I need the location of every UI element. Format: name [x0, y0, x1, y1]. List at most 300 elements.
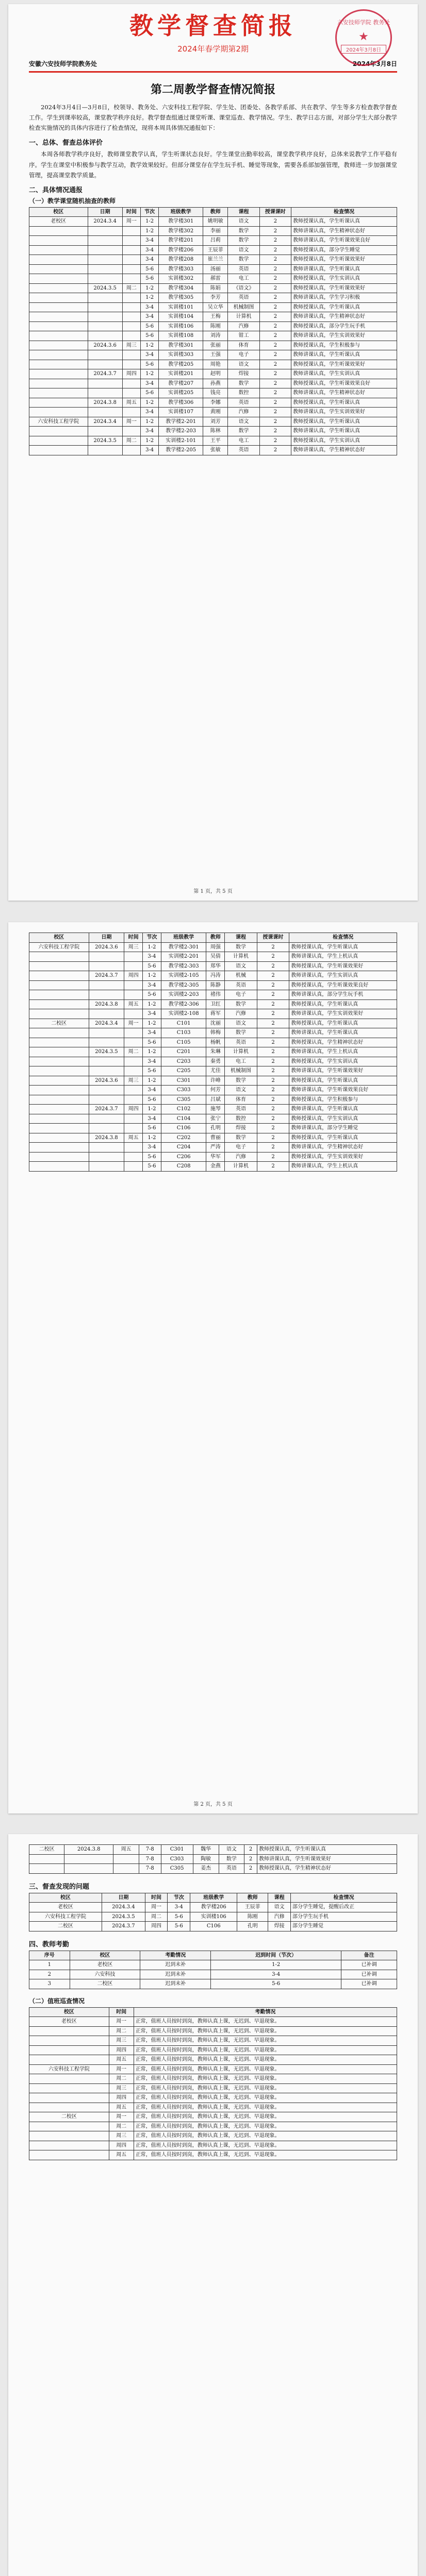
table-cell: 教师授课认真，学生听课认真: [291, 217, 397, 227]
table-cell: [88, 293, 122, 303]
table-row: [29, 1095, 397, 1105]
table-cell: 2: [257, 1133, 289, 1143]
table-cell: [88, 331, 122, 341]
table-cell: 计算机: [225, 952, 257, 962]
table-cell: 吕斌: [206, 1095, 225, 1105]
table-cell: [122, 302, 140, 312]
table-cell: 周四: [122, 369, 140, 379]
column-header: 授课课时: [257, 933, 289, 943]
table-cell: [29, 2141, 109, 2150]
table-cell: 汽修: [225, 1152, 257, 1162]
table-row: [29, 321, 397, 331]
table-cell: 2: [259, 427, 291, 436]
table-cell: 教师授课认真，学生听课认真: [289, 942, 397, 952]
table-cell: 2: [257, 1076, 289, 1086]
table-cell: 陈刚: [237, 1912, 268, 1922]
table-row: [29, 980, 397, 990]
table-cell: [29, 1133, 89, 1143]
table-cell: 秦勇: [206, 1057, 225, 1066]
table-cell: 周五: [122, 398, 140, 408]
table-cell: [88, 379, 122, 388]
table-cell: 教师授课认真，学生听课认真: [289, 1019, 397, 1028]
table-cell: 王梅: [203, 312, 228, 322]
table-cell: 吴倩: [206, 952, 225, 962]
table-row: [29, 417, 397, 427]
table-cell: [124, 961, 143, 971]
table-cell: 教师授课认真，学生实训认真: [291, 274, 397, 284]
table-cell: [89, 990, 124, 1000]
table-row: [29, 1162, 397, 1172]
table-cell: [29, 2131, 109, 2141]
table-cell: 教师讲课认真，学生听课认真: [291, 264, 397, 274]
table-cell: 5-6: [141, 264, 159, 274]
table-cell: 数学: [228, 236, 259, 246]
table-row: [29, 1960, 397, 1970]
table-cell: 迟到未补: [140, 1979, 211, 1989]
table-cell: 5-6: [168, 1922, 190, 1931]
table-cell: 2: [257, 1162, 289, 1172]
table-cell: 教师讲课认真，学生听课效果好: [289, 1066, 397, 1076]
table-cell: 2: [257, 990, 289, 1000]
table-cell: 教学楼301: [159, 341, 203, 350]
table-cell: [124, 990, 143, 1000]
table-cell: C201: [161, 1047, 206, 1057]
table-row: [29, 971, 397, 981]
table-cell: 3-4: [141, 446, 159, 455]
table-cell: 实训楼2-101: [159, 436, 203, 446]
table-cell: 金燕: [206, 1162, 225, 1172]
table-cell: 周二: [109, 2026, 134, 2036]
table-cell: [29, 1038, 89, 1047]
table-cell: 2024.3.8: [64, 1845, 113, 1855]
table-cell: 数学: [225, 1133, 257, 1143]
table-cell: 正常，值班人员按时到岗，教师认真上课，无迟到、早退现象。: [134, 2017, 397, 2027]
table-row: [29, 1114, 397, 1124]
table-cell: 教师讲课认真，学生学习积极: [291, 293, 397, 303]
table-cell: 英语: [225, 1105, 257, 1114]
table-cell: 1-2: [143, 942, 161, 952]
table-cell: 正常，值班人员按时到岗，教师认真上课，无迟到、早退现象。: [134, 2026, 397, 2036]
table-cell: C102: [161, 1105, 206, 1114]
table-row: [29, 1152, 397, 1162]
table-cell: 教师授课认真，学生实训认真: [289, 1114, 397, 1124]
table-row: [29, 360, 397, 369]
table-cell: 陈刚: [203, 321, 228, 331]
section-2-heading: 二、具体情况通报: [29, 186, 83, 194]
column-header: 校区: [29, 933, 89, 943]
table-row: [29, 1057, 397, 1066]
table-cell: [29, 255, 88, 265]
table-cell: 1-2: [143, 1076, 161, 1086]
table-cell: 2: [257, 1105, 289, 1114]
table-cell: [88, 408, 122, 417]
table-cell: [29, 1162, 89, 1172]
table-row: [29, 1903, 397, 1912]
page-2: [8, 922, 418, 1814]
table-cell: [29, 1114, 89, 1124]
table-row: [29, 427, 397, 436]
table-cell: 教学楼303: [159, 264, 203, 274]
table-cell: 实训楼107: [159, 408, 203, 417]
table-cell: 教师授课认真，学生听课效果好: [291, 255, 397, 265]
table-cell: 实训楼106: [190, 1912, 237, 1922]
table-cell: 2: [257, 1057, 289, 1066]
table-cell: 1-2: [143, 1105, 161, 1114]
table-cell: 2: [244, 1854, 257, 1864]
table-cell: [124, 1124, 143, 1133]
table-cell: 教师授课认真，学生听课认真: [289, 999, 397, 1009]
table-cell: 教师授课认真，部分学生玩手机: [291, 321, 397, 331]
table-cell: 5-6: [143, 1038, 161, 1047]
table-row: [29, 398, 397, 408]
table-cell: 教师讲课认真，学生听课认真: [289, 1028, 397, 1038]
table-cell: 《语文》: [228, 283, 259, 293]
table-cell: 杨帆: [206, 1038, 225, 1047]
table-cell: 语文: [228, 417, 259, 427]
table-cell: 1-2: [143, 971, 161, 981]
table-cell: 教师授课认真，学生听课效果好: [289, 961, 397, 971]
table-cell: 2: [257, 961, 289, 971]
table-cell: 数学: [228, 379, 259, 388]
table-cell: 2: [259, 283, 291, 293]
table-cell: 教师授课认真，学生听课认真: [291, 398, 397, 408]
table-cell: 7-8: [139, 1845, 161, 1855]
table-row: [29, 1845, 397, 1855]
table-cell: [29, 1143, 89, 1153]
table-cell: [29, 446, 88, 455]
table-cell: 周一: [109, 2064, 134, 2074]
table-row: [29, 952, 397, 962]
table-cell: 教学楼205: [159, 360, 203, 369]
table-cell: 实训楼108: [159, 331, 203, 341]
table-row: [29, 2017, 397, 2027]
table-cell: 周四: [124, 971, 143, 981]
table-cell: [29, 2055, 109, 2065]
table-cell: [122, 331, 140, 341]
table-cell: [124, 952, 143, 962]
table-cell: 刘芳: [203, 417, 228, 427]
official-seal: 六安技师学院 教务处 ★ 2024年3月8日: [335, 9, 392, 66]
table-cell: 教师讲课认真，学生听课认真: [291, 427, 397, 436]
table-cell: 语文: [228, 245, 259, 255]
table-cell: 2: [259, 446, 291, 455]
table-row: [29, 350, 397, 360]
table-cell: 教师授课认真，学生听课认真: [289, 1133, 397, 1143]
table-row: [29, 2122, 397, 2131]
table-cell: [29, 436, 88, 446]
table-cell: 周三: [124, 942, 143, 952]
table-cell: [29, 293, 88, 303]
column-header: 课程: [228, 207, 259, 217]
table-cell: [124, 1114, 143, 1124]
table-cell: 周五: [109, 2103, 134, 2112]
table-cell: C301: [161, 1845, 193, 1855]
table-cell: 孔明: [206, 1124, 225, 1133]
table-cell: 李丽: [203, 226, 228, 236]
table-cell: 2024.3.5: [89, 1047, 124, 1057]
table-cell: 3: [29, 1979, 70, 1989]
table-row: [29, 302, 397, 312]
table-cell: 教师讲课认真，学生听课效果良好: [289, 1086, 397, 1095]
table-cell: 已补调: [341, 1979, 397, 1989]
table-cell: 2024.3.4: [88, 417, 122, 427]
table-cell: 英语: [228, 293, 259, 303]
table-cell: 二校区: [29, 1845, 64, 1855]
table-cell: 教学楼306: [159, 398, 203, 408]
table-cell: 教师讲课认真，学生实训效果好: [289, 1009, 397, 1019]
table-cell: [124, 1143, 143, 1153]
table-cell: 老校区: [29, 2017, 109, 2027]
table-cell: [29, 2122, 109, 2131]
table-row: [29, 2064, 397, 2074]
column-header: 时间: [124, 933, 143, 943]
table-cell: [29, 331, 88, 341]
table-cell: 郝雷: [203, 274, 228, 284]
table-cell: [89, 1009, 124, 1019]
table-cell: 周三: [124, 1076, 143, 1086]
table-cell: 周一: [109, 2112, 134, 2122]
table-cell: 2024.3.5: [102, 1912, 145, 1922]
table-cell: 何芳: [206, 1086, 225, 1095]
table-cell: 教师授课认真，学生听课认真: [291, 417, 397, 427]
table-cell: 5-6: [211, 1979, 341, 1989]
table-cell: 二校区: [29, 1019, 89, 1028]
table-cell: C303: [161, 1086, 206, 1095]
table-cell: 数控: [225, 1114, 257, 1124]
table-cell: 周五: [109, 2150, 134, 2160]
table-cell: 赵明: [203, 369, 228, 379]
table-cell: 数学: [225, 999, 257, 1009]
table-cell: 教师授课认真，学生实训认真: [289, 1057, 397, 1066]
table-cell: 许峰: [206, 1076, 225, 1086]
table-cell: [88, 236, 122, 246]
table-cell: 钳工: [228, 331, 259, 341]
table-cell: 周一: [122, 417, 140, 427]
table-cell: [29, 990, 89, 1000]
table-cell: [88, 350, 122, 360]
table-cell: 教学楼208: [159, 255, 203, 265]
table-cell: 刘涛: [203, 331, 228, 341]
table-cell: [29, 302, 88, 312]
table-cell: [88, 255, 122, 265]
page-3: [8, 1834, 418, 2576]
table-cell: 2024.3.5: [88, 283, 122, 293]
table-row: [29, 2131, 397, 2141]
column-header: 检查情况: [290, 1893, 397, 1903]
table-cell: 1-2: [141, 341, 159, 350]
inspection-table-1: [29, 207, 397, 455]
table-cell: 3-4: [141, 302, 159, 312]
table-cell: 周二: [109, 2074, 134, 2084]
table-cell: 陈林: [203, 427, 228, 436]
table-row: [29, 255, 397, 265]
table-cell: 3-4: [143, 1009, 161, 1019]
table-cell: 2: [257, 1066, 289, 1076]
table-cell: 2024.3.4: [88, 217, 122, 227]
table-cell: 周二: [109, 2122, 134, 2131]
table-cell: 六安科技工程学院: [29, 2064, 109, 2074]
table-cell: [29, 952, 89, 962]
table-cell: 正常，值班人员按时到岗，教师认真上课，无迟到、早退现象。: [134, 2103, 397, 2112]
table-cell: 数学: [225, 1076, 257, 1086]
table-row: [29, 2045, 397, 2055]
table-cell: 2024.3.5: [88, 436, 122, 446]
table-cell: 5-6: [143, 1162, 161, 1172]
table-cell: 汽修: [225, 1009, 257, 1019]
table-cell: 2: [259, 350, 291, 360]
table-cell: C105: [161, 1038, 206, 1047]
table-cell: [29, 321, 88, 331]
table-cell: 2: [259, 302, 291, 312]
table-cell: 2: [257, 1028, 289, 1038]
table-row: [29, 961, 397, 971]
table-row: [29, 1864, 397, 1874]
table-cell: [29, 274, 88, 284]
section-2-subheading: （一）教学课堂随机抽查的教师: [29, 197, 116, 205]
table-cell: 1-2: [141, 417, 159, 427]
column-header: 教师: [203, 207, 228, 217]
table-cell: 5-6: [141, 388, 159, 398]
table-cell: 实训楼205: [159, 388, 203, 398]
table-cell: [29, 1095, 89, 1105]
table-cell: 1-2: [141, 226, 159, 236]
table-cell: 英语: [228, 264, 259, 274]
table-cell: 周二: [122, 283, 140, 293]
table-cell: 二校区: [29, 1922, 102, 1931]
table-cell: [124, 1095, 143, 1105]
table-cell: 正常，值班人员按时到岗，教师认真上课，无迟到、早退现象。: [134, 2131, 397, 2141]
table-cell: 周三: [109, 2083, 134, 2093]
table-cell: C203: [161, 1057, 206, 1066]
table-cell: 2: [244, 1864, 257, 1874]
table-cell: 迟到未补: [140, 1960, 211, 1970]
table-cell: [29, 236, 88, 246]
table-cell: 教师讲课认真，学生听课认真: [291, 350, 397, 360]
table-cell: 教师授课认真，学生听课认真: [291, 302, 397, 312]
table-cell: 2: [257, 1086, 289, 1095]
table-cell: 曹丽: [206, 1133, 225, 1143]
table-cell: [124, 1086, 143, 1095]
table-cell: 周四: [145, 1922, 168, 1931]
column-header: 校区: [29, 2007, 109, 2017]
table-cell: 3-4: [141, 255, 159, 265]
table-row: [29, 1854, 397, 1864]
org-row: [29, 59, 397, 68]
table-cell: 1-2: [143, 1133, 161, 1143]
table-row: [29, 990, 397, 1000]
table-cell: [88, 446, 122, 455]
table-cell: 2024.3.4: [89, 1019, 124, 1028]
table-cell: 2024.3.7: [102, 1922, 145, 1931]
table-cell: 5-6: [141, 274, 159, 284]
table-row: [29, 999, 397, 1009]
table-row: [29, 274, 397, 284]
table-cell: 迟到未补: [140, 1970, 211, 1979]
table-cell: [124, 1066, 143, 1076]
table-cell: [29, 1086, 89, 1095]
table-cell: 正常，值班人员按时到岗，教师认真上课，无迟到、早退现象。: [134, 2045, 397, 2055]
table-cell: 黄刚: [203, 408, 228, 417]
table-cell: 电工: [225, 1057, 257, 1066]
table-cell: 实训楼2-203: [161, 990, 206, 1000]
table-cell: [29, 379, 88, 388]
table-cell: 教学楼2-301: [161, 942, 206, 952]
table-cell: [29, 245, 88, 255]
table-cell: C106: [190, 1922, 237, 1931]
table-cell: 2024.3.7: [89, 1105, 124, 1114]
attendance-table: [29, 1951, 397, 1989]
table-cell: 六安科技工程学院: [29, 417, 88, 427]
table-cell: [88, 321, 122, 331]
table-cell: [124, 1152, 143, 1162]
table-cell: 电子: [225, 990, 257, 1000]
table-row: [29, 369, 397, 379]
table-cell: 周强: [206, 942, 225, 952]
issue-date: 2024年3月8日: [352, 60, 397, 67]
table-cell: 机械制图: [228, 302, 259, 312]
table-cell: 教师讲课认真，学生精神状态好: [291, 312, 397, 322]
table-cell: 2024.3.7: [88, 369, 122, 379]
table-cell: 2: [257, 1019, 289, 1028]
table-row: [29, 1105, 397, 1114]
table-cell: [29, 980, 89, 990]
table-cell: 教师授课认真，学生听课效果好: [291, 283, 397, 293]
table-cell: [88, 302, 122, 312]
table-cell: C204: [161, 1143, 206, 1153]
table-cell: 数学: [225, 1028, 257, 1038]
table-cell: 2: [257, 1152, 289, 1162]
table-cell: 孙燕: [203, 379, 228, 388]
table-cell: 语文: [228, 360, 259, 369]
table-cell: 教师讲课认真，学生精神状态好: [291, 388, 397, 398]
table-cell: 正常，值班人员按时到岗，教师认真上课，无迟到、早退现象。: [134, 2083, 397, 2093]
table-cell: 5-6: [143, 1095, 161, 1105]
table-row: [29, 2103, 397, 2112]
table-cell: [29, 427, 88, 436]
table-row: [29, 245, 397, 255]
table-cell: 教师讲课认真，学生实训认真: [289, 971, 397, 981]
table-cell: [122, 321, 140, 331]
table-cell: 汽修: [228, 321, 259, 331]
table-cell: 焊接: [228, 369, 259, 379]
table-cell: 2: [259, 379, 291, 388]
table-row: [29, 2150, 397, 2160]
table-cell: 7-8: [139, 1864, 161, 1874]
table-cell: 5-6: [143, 961, 161, 971]
table-cell: 2024.3.6: [89, 942, 124, 952]
table-cell: 周二: [145, 1912, 168, 1922]
table-cell: 3-4: [141, 236, 159, 246]
table-cell: 部分学生睡觉，提醒后改正: [290, 1903, 397, 1912]
table-cell: 计算机: [228, 312, 259, 322]
table-cell: 语文: [268, 1903, 291, 1912]
column-header: 时间: [109, 2007, 134, 2017]
table-cell: [29, 341, 88, 350]
table-row: [29, 408, 397, 417]
table-row: [29, 293, 397, 303]
column-header: 时间: [122, 207, 140, 217]
table-cell: 5-6: [143, 1124, 161, 1133]
red-divider: [29, 71, 397, 73]
table-cell: 六安科技: [70, 1970, 140, 1979]
column-header: 日期: [88, 207, 122, 217]
table-cell: C305: [161, 1864, 193, 1874]
doc-title: 第二周教学督查情况简报: [150, 83, 275, 96]
table-row: [29, 1970, 397, 1979]
table-cell: [29, 1009, 89, 1019]
table-cell: 2: [244, 1845, 257, 1855]
table-cell: 实训楼106: [159, 321, 203, 331]
